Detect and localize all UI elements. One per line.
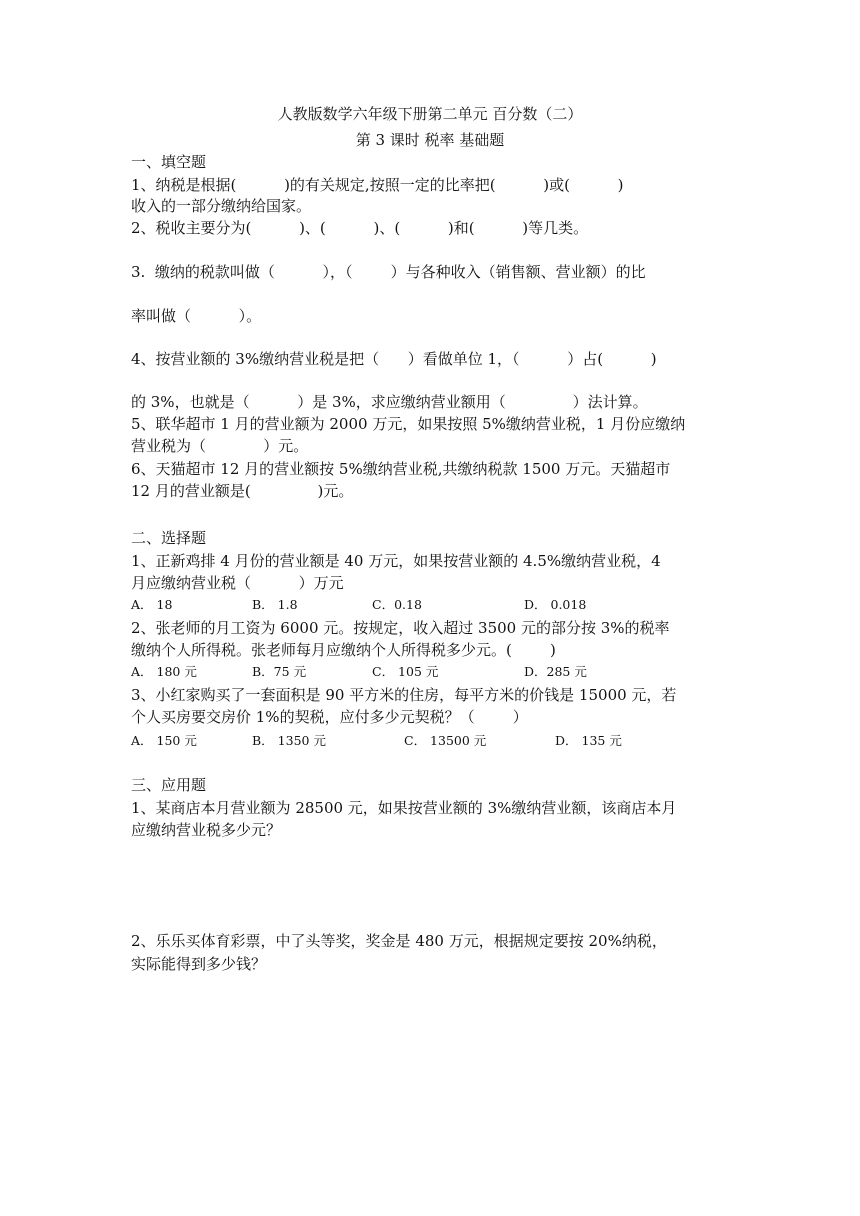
fill-q5-line2: 营业税为（ ）元。	[131, 437, 309, 455]
fill-q3-line2: 率叫做（ ）。	[131, 307, 262, 325]
section-heading-fill-blank: 一、填空题	[131, 153, 207, 171]
choice-q3-line1: 3、小红家购买了一套面积是 90 平方米的住房，每平方米的价钱是 15000 元，若	[131, 686, 677, 704]
fill-q2: 2、税收主要分为( )、( )、( )和( )等几类。	[131, 219, 589, 237]
choice-q1-option-c: C．0.18	[372, 597, 422, 612]
choice-q2-line1: 2、张老师的月工资为 6000 元。按规定，收入超过 3500 元的部分按 3%的税率	[131, 619, 670, 637]
fill-q1-line2: 收入的一部分缴纳给国家。	[131, 197, 312, 215]
app-q1-line2: 应缴纳营业税多少元？	[131, 821, 282, 839]
choice-q2-option-b: B．75 元	[252, 664, 307, 679]
app-q2-line1: 2、乐乐买体育彩票，中了头等奖，奖金是 480 万元，根据规定要按 20%纳税，	[131, 932, 667, 950]
app-q2-line2: 实际能得到多少钱？	[131, 955, 267, 973]
choice-q3-option-d: D． 135 元	[555, 733, 622, 748]
fill-q5-line1: 5、联华超市 1 月的营业额为 2000 万元，如果按照 5%缴纳营业税，1 月份应缴纳	[131, 415, 686, 433]
choice-q1-option-a: A． 18	[131, 597, 173, 612]
choice-q2-line2: 缴纳个人所得税。张老师每月应缴纳个人所得税多少元。( )	[131, 641, 556, 659]
section-heading-application: 三、应用题	[131, 776, 207, 794]
choice-q1-line2: 月应缴纳营业税（ ）万元	[131, 574, 344, 592]
page-title: 人教版数学六年级下册第二单元 百分数（二）	[277, 105, 583, 123]
choice-q2-option-a: A． 180 元	[131, 664, 197, 679]
page-subtitle: 第 3 课时 税率 基础题	[355, 131, 505, 149]
choice-q2-option-c: C． 105 元	[372, 664, 439, 679]
choice-q3-option-c: C． 13500 元	[404, 733, 487, 748]
choice-q3-option-b: B． 1350 元	[252, 733, 326, 748]
choice-q3-option-a: A． 150 元	[131, 733, 197, 748]
fill-q4-line2: 的 3%，也就是（ ）是 3%，求应缴纳营业额用（ ）法计算。	[131, 393, 648, 411]
choice-q1-line1: 1、正新鸡排 4 月份的营业额是 40 万元，如果按营业额的 4.5%缴纳营业税，4	[131, 552, 661, 570]
fill-q3-line1: 3. 缴纳的税款叫做（ ），（ ）与各种收入（销售额、营业额）的比	[131, 263, 646, 281]
fill-q6-line1: 6、天猫超市 12 月的营业额按 5%缴纳营业税,共缴纳税款 1500 万元。天猫超市	[131, 460, 671, 478]
app-q1-line1: 1、某商店本月营业额为 28500 元，如果按营业额的 3%缴纳营业额，该商店本月	[131, 799, 677, 817]
section-heading-choice: 二、选择题	[131, 529, 207, 547]
fill-q4-line1: 4、按营业额的 3%缴纳营业税是把（ ）看做单位 1，（ ）占( )	[131, 350, 657, 368]
fill-q6-line2: 12 月的营业额是( )元。	[131, 482, 354, 500]
choice-q1-option-d: D． 0.018	[524, 597, 587, 612]
choice-q2-option-d: D．285 元	[524, 664, 587, 679]
fill-q1-line1: 1、纳税是根据( )的有关规定,按照一定的比率把( )或( )	[131, 176, 624, 194]
choice-q1-option-b: B． 1.8	[252, 597, 298, 612]
choice-q3-line2: 个人买房要交房价 1%的契税，应付多少元契税？（ ）	[131, 708, 528, 726]
